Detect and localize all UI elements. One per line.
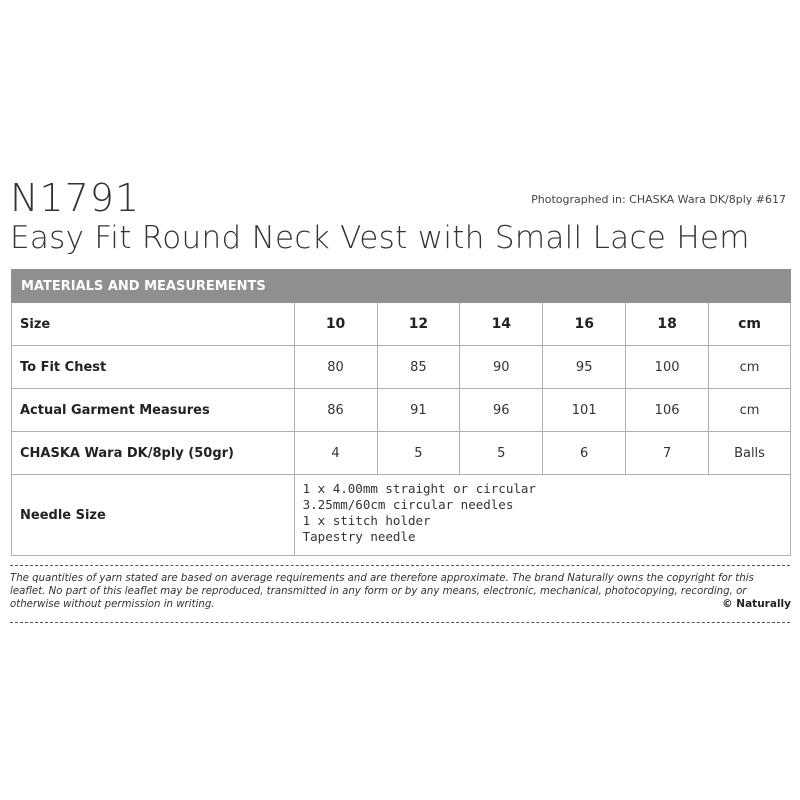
value-cell: 5 xyxy=(460,432,543,475)
value-cell: 6 xyxy=(543,432,626,475)
section-header-row xyxy=(12,270,791,303)
value-cell: 4 xyxy=(294,432,377,475)
size-cell: 18 xyxy=(626,303,709,346)
table-row-garment-measures xyxy=(12,389,791,432)
size-cell: 16 xyxy=(543,303,626,346)
photographed-in-note: Photographed in: CHASKA Wara DK/8ply #617 xyxy=(531,193,786,206)
size-cell: 12 xyxy=(377,303,460,346)
divider-bottom xyxy=(10,622,790,623)
value-cell: 96 xyxy=(460,389,543,432)
value-cell: 100 xyxy=(626,346,709,389)
table-row-needles xyxy=(12,475,791,556)
unit-cell: Balls xyxy=(709,432,791,475)
row-label: CHASKA Wara DK/8ply (50gr) xyxy=(12,432,295,475)
copyright-notice: © Naturally xyxy=(722,598,791,610)
size-cell: 10 xyxy=(294,303,377,346)
table-row-chest xyxy=(12,346,791,389)
row-label: Needle Size xyxy=(12,475,295,556)
value-cell: 90 xyxy=(460,346,543,389)
unit-cell: cm xyxy=(709,389,791,432)
row-label: Actual Garment Measures xyxy=(12,389,295,432)
pattern-code: N1791 xyxy=(10,176,141,220)
needle-line: Tapestry needle xyxy=(302,529,416,544)
unit-cell: cm xyxy=(709,346,791,389)
row-label: To Fit Chest xyxy=(12,346,295,389)
table-row-yarn xyxy=(12,432,791,475)
value-cell: 106 xyxy=(626,389,709,432)
row-label: Size xyxy=(12,303,295,346)
needle-line: 1 x 4.00mm straight or circular xyxy=(302,481,536,496)
value-cell: 91 xyxy=(377,389,460,432)
value-cell: 5 xyxy=(377,432,460,475)
table-row-size xyxy=(12,303,791,346)
size-cell: 14 xyxy=(460,303,543,346)
needle-line: 1 x stitch holder xyxy=(302,513,431,528)
divider-top xyxy=(10,565,790,566)
value-cell: 101 xyxy=(543,389,626,432)
value-cell: 85 xyxy=(377,346,460,389)
value-cell: 80 xyxy=(294,346,377,389)
disclaimer-text: The quantities of yarn stated are based on average requirements and are therefore approximate. The brand Naturally owns the copyright for this leaflet. No part of this leaflet may be reproduced, transmitted in any form or by any means, electronic, mechanical, photocopying, recording, or otherwise without permission in writing. xyxy=(10,573,754,610)
pattern-title: Easy Fit Round Neck Vest with Small Lace Hem xyxy=(10,220,750,256)
value-cell: 86 xyxy=(294,389,377,432)
unit-cell: cm xyxy=(709,303,791,346)
needle-line: 3.25mm/60cm circular needles xyxy=(302,497,514,512)
section-title: MATERIALS AND MEASUREMENTS xyxy=(12,270,791,303)
value-cell: 95 xyxy=(543,346,626,389)
materials-table xyxy=(11,269,791,556)
needle-list xyxy=(294,475,790,556)
value-cell: 7 xyxy=(626,432,709,475)
